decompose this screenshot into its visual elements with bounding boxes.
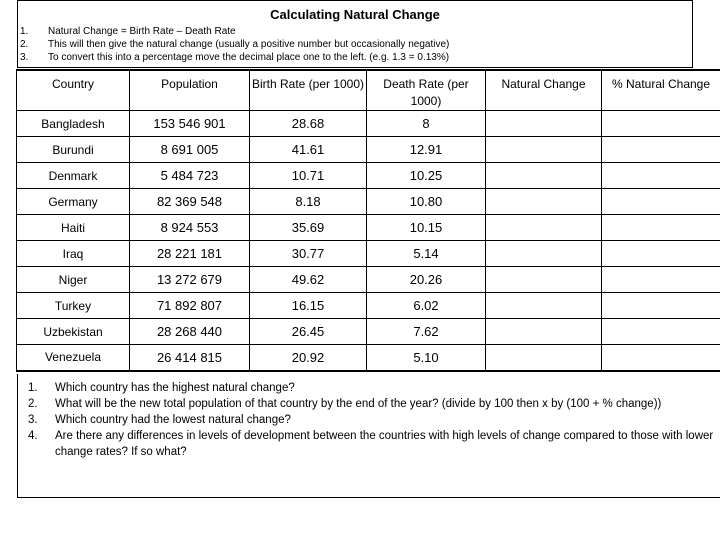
- table-row: [17, 137, 720, 163]
- death-rate-cell: 8: [367, 111, 486, 137]
- birth-rate-cell: 41.61: [250, 137, 367, 163]
- population-cell: 8 924 553: [130, 215, 250, 241]
- birth-rate-cell: 30.77: [250, 241, 367, 267]
- natural-change-cell[interactable]: [486, 293, 602, 319]
- natural-change-cell[interactable]: [486, 137, 602, 163]
- table-row: [17, 267, 720, 293]
- population-cell: 153 546 901: [130, 111, 250, 137]
- percent-natural-change-cell[interactable]: [602, 319, 720, 345]
- birth-rate-cell: 49.62: [250, 267, 367, 293]
- table-row: [17, 111, 720, 137]
- natural-change-table: [16, 69, 720, 372]
- question-item: [18, 412, 715, 428]
- percent-natural-change-cell[interactable]: [602, 137, 720, 163]
- population-cell: 28 268 440: [130, 319, 250, 345]
- birth-rate-cell: 35.69: [250, 215, 367, 241]
- death-rate-cell: 12.91: [367, 137, 486, 163]
- instruction-number: 1.: [20, 26, 29, 37]
- percent-natural-change-cell[interactable]: [602, 267, 720, 293]
- death-rate-cell: 20.26: [367, 267, 486, 293]
- death-rate-cell: 10.80: [367, 189, 486, 215]
- header-population: Population: [130, 70, 250, 111]
- natural-change-cell[interactable]: [486, 215, 602, 241]
- question-number: 3.: [28, 414, 38, 426]
- country-cell: Niger: [17, 267, 130, 293]
- country-cell: Haiti: [17, 215, 130, 241]
- country-cell: Venezuela: [17, 345, 130, 371]
- population-cell: 8 691 005: [130, 137, 250, 163]
- population-cell: 28 221 181: [130, 241, 250, 267]
- death-rate-cell: 10.15: [367, 215, 486, 241]
- birth-rate-cell: 26.45: [250, 319, 367, 345]
- header-natural-change: Natural Change: [486, 70, 602, 111]
- page-title: Calculating Natural Change: [270, 7, 440, 22]
- percent-natural-change-cell[interactable]: [602, 241, 720, 267]
- question-text: Which country has the highest natural change?: [55, 382, 295, 394]
- death-rate-cell: 5.10: [367, 345, 486, 371]
- percent-natural-change-cell[interactable]: [602, 345, 720, 371]
- percent-natural-change-cell[interactable]: [602, 293, 720, 319]
- percent-natural-change-cell[interactable]: [602, 111, 720, 137]
- death-rate-cell: 10.25: [367, 163, 486, 189]
- percent-natural-change-cell[interactable]: [602, 215, 720, 241]
- natural-change-cell[interactable]: [486, 163, 602, 189]
- natural-change-cell[interactable]: [486, 319, 602, 345]
- population-cell: 82 369 548: [130, 189, 250, 215]
- country-cell: Uzbekistan: [17, 319, 130, 345]
- instruction-number: 3.: [20, 52, 29, 63]
- birth-rate-cell: 16.15: [250, 293, 367, 319]
- instruction-text: Natural Change = Birth Rate – Death Rate: [48, 26, 236, 37]
- birth-rate-cell: 8.18: [250, 189, 367, 215]
- header-percent-natural-change: % Natural Change: [602, 70, 720, 111]
- natural-change-cell[interactable]: [486, 241, 602, 267]
- table-header-row: [17, 70, 720, 111]
- instruction-text: This will then give the natural change (usually a positive number but occasionally negative): [48, 39, 450, 50]
- population-cell: 5 484 723: [130, 163, 250, 189]
- question-item: [18, 380, 715, 396]
- percent-natural-change-cell[interactable]: [602, 163, 720, 189]
- country-cell: Turkey: [17, 293, 130, 319]
- country-cell: Germany: [17, 189, 130, 215]
- table-row: [17, 215, 720, 241]
- header-birth-rate: Birth Rate (per 1000): [250, 70, 367, 111]
- table-row: [17, 189, 720, 215]
- table-row: [17, 319, 720, 345]
- country-cell: Bangladesh: [17, 111, 130, 137]
- question-number: 1.: [28, 382, 38, 394]
- question-number: 4.: [28, 430, 38, 442]
- instruction-text: To convert this into a percentage move the decimal place one to the left. (e.g. 1.3 = 0.13%): [48, 52, 450, 63]
- question-text: Are there any differences in levels of development between the countries with high levels of change compared to those with lower change rates? If so what?: [55, 430, 714, 458]
- population-cell: 71 892 807: [130, 293, 250, 319]
- table-row: [17, 241, 720, 267]
- death-rate-cell: 5.14: [367, 241, 486, 267]
- header-box: [17, 0, 693, 68]
- natural-change-cell[interactable]: [486, 111, 602, 137]
- question-text: What will be the new total population of that country by the end of the year? (divide by 100 then x by (100 + % change)): [55, 398, 662, 410]
- question-text: Which country had the lowest natural change?: [55, 414, 291, 426]
- natural-change-cell[interactable]: [486, 189, 602, 215]
- header-country: Country: [17, 70, 130, 111]
- table-row: [17, 345, 720, 371]
- header-death-rate: Death Rate (per 1000): [367, 70, 486, 111]
- natural-change-cell[interactable]: [486, 345, 602, 371]
- percent-natural-change-cell[interactable]: [602, 189, 720, 215]
- birth-rate-cell: 10.71: [250, 163, 367, 189]
- birth-rate-cell: 28.68: [250, 111, 367, 137]
- country-cell: Denmark: [17, 163, 130, 189]
- question-item: [18, 396, 715, 412]
- country-cell: Iraq: [17, 241, 130, 267]
- death-rate-cell: 6.02: [367, 293, 486, 319]
- population-cell: 26 414 815: [130, 345, 250, 371]
- natural-change-cell[interactable]: [486, 267, 602, 293]
- country-cell: Burundi: [17, 137, 130, 163]
- question-item: [18, 428, 715, 460]
- table-row: [17, 293, 720, 319]
- table-row: [17, 163, 720, 189]
- questions-list: [18, 380, 715, 460]
- question-number: 2.: [28, 398, 38, 410]
- birth-rate-cell: 20.92: [250, 345, 367, 371]
- instruction-number: 2.: [20, 39, 29, 50]
- questions-box: [17, 374, 720, 498]
- population-cell: 13 272 679: [130, 267, 250, 293]
- death-rate-cell: 7.62: [367, 319, 486, 345]
